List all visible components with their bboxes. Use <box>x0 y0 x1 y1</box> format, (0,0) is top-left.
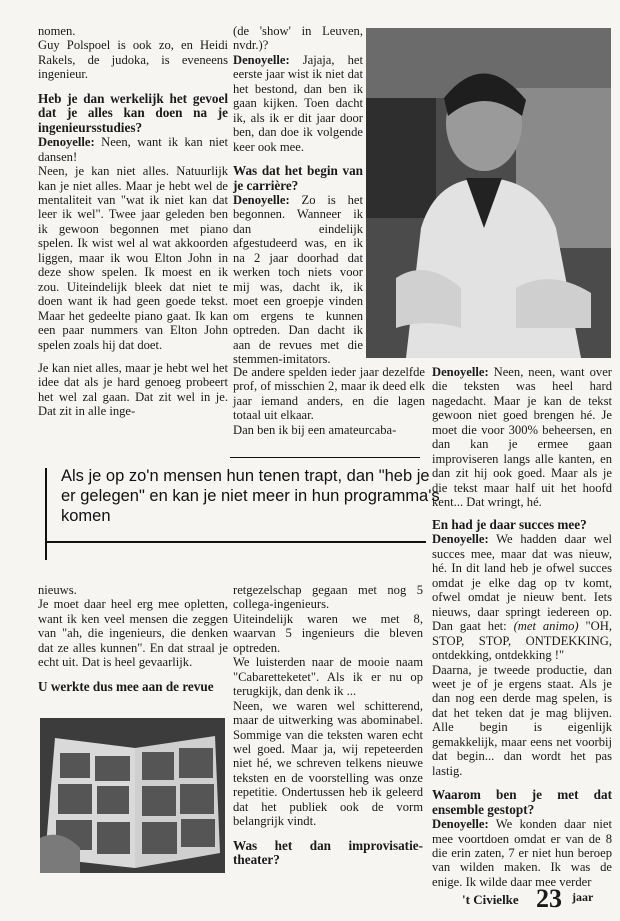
interview-question: En had je daar succes mee? <box>432 517 587 532</box>
paragraph: nomen. <box>38 24 76 38</box>
paragraph: We luisterden naar de mooie naam "Cabaretteketet". Als ik er nu op terugkijk, dan denk ik ... <box>233 655 423 699</box>
page-number: 23 <box>536 884 562 913</box>
interview-question: Waarom ben je met dat ensemble gestopt? <box>432 787 612 817</box>
article-column-6 <box>432 518 612 889</box>
paragraph: Guy Polspoel is ook zo, en Heidi Rakels, de judoka, is eveneens ingenieur. <box>38 38 228 82</box>
quote-rule <box>230 457 420 458</box>
article-column-1 <box>38 24 228 419</box>
quote-rule <box>45 541 426 543</box>
answer-paragraph: Denoyelle: Jajaja, het eerste jaar wist ik niet dat het bestond, dan ben ik gaan kijken. Toen dacht ik, als ik er dit jaar door ben, dan doe ik volgende keer ook mee. <box>233 52 363 154</box>
paragraph: (de 'show' in Leuven, nvdr.)? <box>233 24 363 53</box>
paragraph: Je moet daar heel erg mee opletten, want ik ken veel mensen die zeggen van "ah, die ingenieurs, die denken dat ze alles kunnen". En dat straal je echt uit. Dat is heel gevaarlijk. <box>38 597 228 670</box>
article-column-4 <box>38 583 228 694</box>
year-label: jaar <box>572 890 594 904</box>
speaker-name: Denoyelle: <box>38 135 95 150</box>
paragraph: De andere spelden ieder jaar dezelfde prof, of misschien 2, maar ik deed elk jaar iemand anders, en die lagen totaal uit elkaar. <box>233 365 425 423</box>
comic-book-photo-graphic <box>40 718 225 873</box>
article-column-5 <box>233 583 423 868</box>
interview-question: Was dat het begin van je carrière? <box>233 163 363 193</box>
paragraph: Je kan niet alles, maar je hebt wel het idee dat als je hard genoeg probeert het wel zal gaan. Dat zit wel in je. Dat zit in alle inge- <box>38 360 228 419</box>
paragraph: Uiteindelijk waren we met 8, waarvan 5 ingenieurs die bleven optreden. <box>233 611 423 655</box>
portrait-photo <box>366 28 611 358</box>
comic-book-photo <box>40 718 225 873</box>
paragraph: Neen, je kan niet alles. Natuurlijk kan je niet alles. Maar je hebt wel de mentaliteit van "wat ik niet kan dat leer ik wel". Twee jaar geleden ben ik gewoon begonnen met piano spelen. Ik wist wel al wat akkoorden liggen, maar ik wou Elton John in deze show spelen. Ik moest en ik zou. Uiteindelijk bleek dat niet te doen want ik had geen goede tekst. Maar het gedeelte piano gaat. Ik kan een paar nummers van Elton John spelen zoals hij dat doet. <box>38 164 228 352</box>
answer-paragraph: Denoyelle: Neen, want ik kan niet dansen! <box>38 135 228 164</box>
article-column-2 <box>233 24 363 366</box>
speaker-name: Denoyelle: <box>233 52 290 67</box>
answer-paragraph: Denoyelle: Zo is het begonnen. Wanneer ik dan eindelijk afgestudeerd was, en ik na 2 jaar doorhad dat werken toch niets voor mij was, dacht ik, ik moet een groepje vinden om ergens te kunnen optreden. Dan dacht ik aan de revues met die stemmen-imitators. <box>233 192 363 366</box>
answer-paragraph: Denoyelle: We konden daar niet mee voortdoen omdat er van de 8 die erin zaten, 7 er niet hun beroep van wilden maken. Ik was de enige. Ik wilde daar mee verder <box>432 817 612 889</box>
interview-question: U werkte dus mee aan de revue <box>38 678 214 694</box>
speaker-name: Denoyelle: <box>432 365 489 379</box>
paragraph: Neen, we waren wel schitterend, maar de uitwerking was abominabel. Sommige van die teksten waren echt wel goed. Maar ja, wij repeteerden niet hé, we schreven telkens nieuwe teksten en de voorstelling was onze repetitie. Ondertussen heb ik geleerd dat het publiek ook de vorm belangrijk vindt. <box>233 698 423 829</box>
paragraph: Daarna, je tweede productie, dan weet je of je ergens staat. Als je dan nog een derde mag spelen, is dat het teken dat je mag blijven. Alle begin is eigenlijk gemakkelijk, maar eens net voorbij dat begin... dan wordt het pas lastig. <box>432 662 612 778</box>
magazine-name: 't Civielke <box>462 892 519 907</box>
article-column-3 <box>432 365 612 510</box>
speaker-name: Denoyelle: <box>233 192 290 207</box>
speaker-name: Denoyelle: <box>432 817 489 832</box>
answer-paragraph: Denoyelle: We hadden daar wel succes mee, maar dat was nieuw, hé. In dit land heb je ofwel succes omdat je elke dag op tv komt, ofwel omdat je nieuw bent. Iets nieuws, daar springt iedereen op. Dan gaat het: (met animo) "OH, STOP, STOP, ONTDEKKING, ontdekking, ontdekking !" <box>432 532 612 663</box>
pull-quote: Als je op zo'n mensen hun tenen trapt, dan "heb je er gelegen" en kan je niet meer in hun programma's komen <box>61 467 440 525</box>
portrait-photo-graphic <box>366 28 611 358</box>
paragraph: Dan ben ik bij een amateurcaba- <box>233 422 397 437</box>
paragraph: nieuws. <box>38 583 77 597</box>
answer-paragraph: Denoyelle: Neen, neen, want over die teksten was heel hard nagedacht. Maar je kan de tekst gewoon niet goed brengen hé. Je moet die voor 300% beheersen, en dan kan je ermee gaan improviseren langs alle kanten, en dan zit hij ook goed. Maar als je die tekst maar half uit het hoofd kent... Dat wringt, hé. <box>432 365 612 510</box>
speaker-name: Denoyelle: <box>432 532 489 547</box>
paragraph: retgezelschap gegaan met nog 5 collega-ingenieurs. <box>233 583 423 612</box>
interview-question: Was het dan improvisatie-theater? <box>233 837 423 868</box>
article-column-2-continued <box>233 365 425 437</box>
interview-question: Heb je dan werkelijk het gevoel dat je alles kan doen na je ingenieursstudies? <box>38 90 228 135</box>
